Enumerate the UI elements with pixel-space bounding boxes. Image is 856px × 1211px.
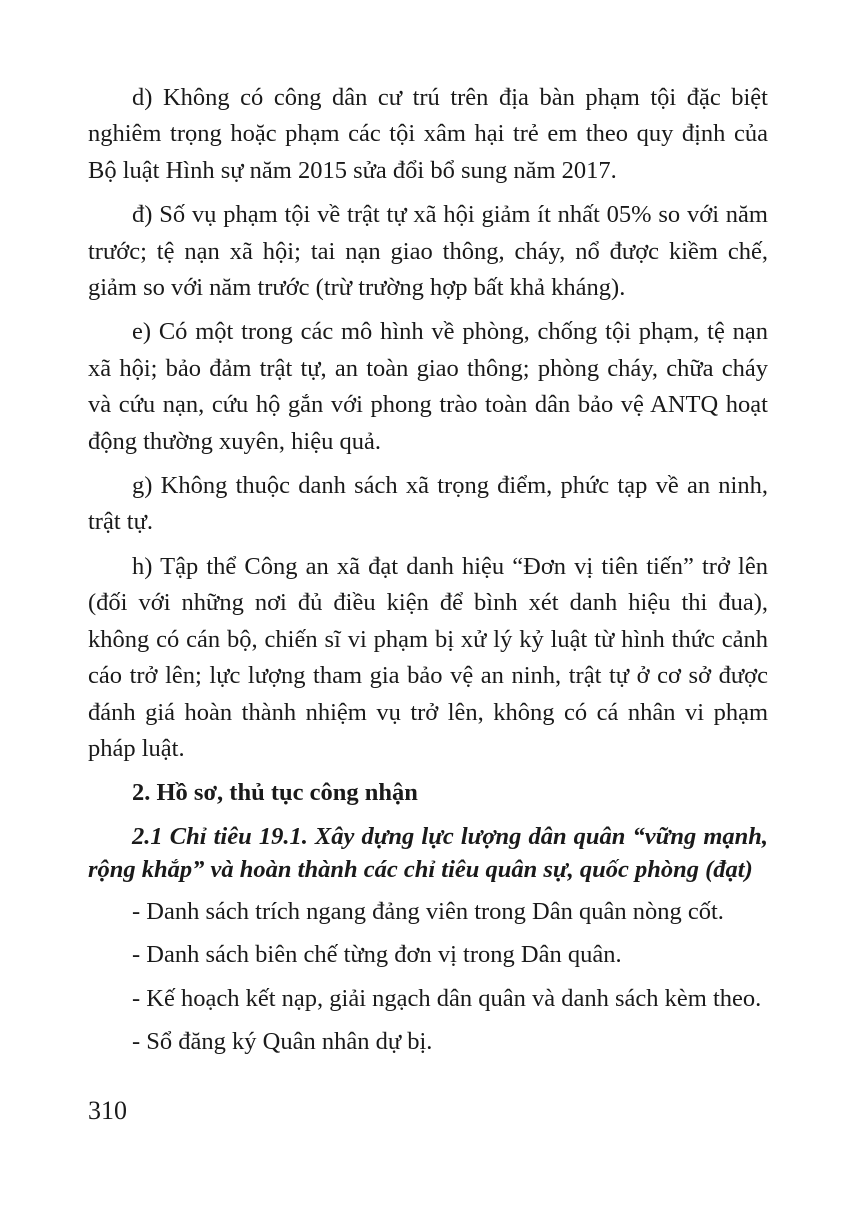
paragraph-d: d) Không có công dân cư trú trên địa bàn phạm tội đặc biệt nghiêm trọng hoặc phạm các tội xâm hại trẻ em theo quy định của Bộ luật Hình sự năm 2015 sửa đổi bổ sung năm 2017.	[88, 84, 768, 184]
paragraph-g: g) Không thuộc danh sách xã trọng điểm, phức tạp về an ninh, trật tự.	[88, 472, 768, 536]
list-item: - Sổ đăng ký Quân nhân dự bị.	[132, 1027, 433, 1055]
list-item: - Danh sách biên chế từng đơn vị trong Dân quân.	[132, 941, 622, 969]
section-heading: 2. Hồ sơ, thủ tục công nhận	[132, 779, 418, 807]
page-number: 310	[88, 1096, 127, 1125]
paragraph-dd: đ) Số vụ phạm tội về trật tự xã hội giảm ít nhất 05% so với năm trước; tệ nạn xã hội; tai nạn giao thông, cháy, nổ được kiềm chế, giảm so với năm trước (trừ trường hợp bất khả kháng).	[88, 201, 768, 302]
list-item: - Danh sách trích ngang đảng viên trong Dân quân nòng cốt.	[132, 897, 724, 925]
subsection-heading: 2.1 Chỉ tiêu 19.1. Xây dựng lực lượng dân quân “vững mạnh, rộng khắp” và hoàn thành các chỉ tiêu quân sự, quốc phòng (đạt)	[88, 822, 768, 883]
paragraph-e: e) Có một trong các mô hình về phòng, chống tội phạm, tệ nạn xã hội; bảo đảm trật tự, an toàn giao thông; phòng cháy, chữa cháy và cứu nạn, cứu hộ gắn với phong trào toàn dân bảo vệ ANTQ hoạt động thường xuyên, hiệu quả.	[88, 318, 768, 455]
paragraph-h: h) Tập thể Công an xã đạt danh hiệu “Đơn vị tiên tiến” trở lên (đối với những nơi đủ điều kiện để bình xét danh hiệu thi đua), không có cán bộ, chiến sĩ vi phạm bị xử lý kỷ luật từ hình thức cảnh cáo trở lên; lực lượng tham gia bảo vệ an ninh, trật tự ở cơ sở được đánh giá hoàn thành nhiệm vụ trở lên, không có cá nhân vi phạm pháp luật.	[88, 552, 768, 762]
page-body	[88, 80, 768, 1067]
list-item: - Kế hoạch kết nạp, giải ngạch dân quân và danh sách kèm theo.	[132, 984, 762, 1012]
